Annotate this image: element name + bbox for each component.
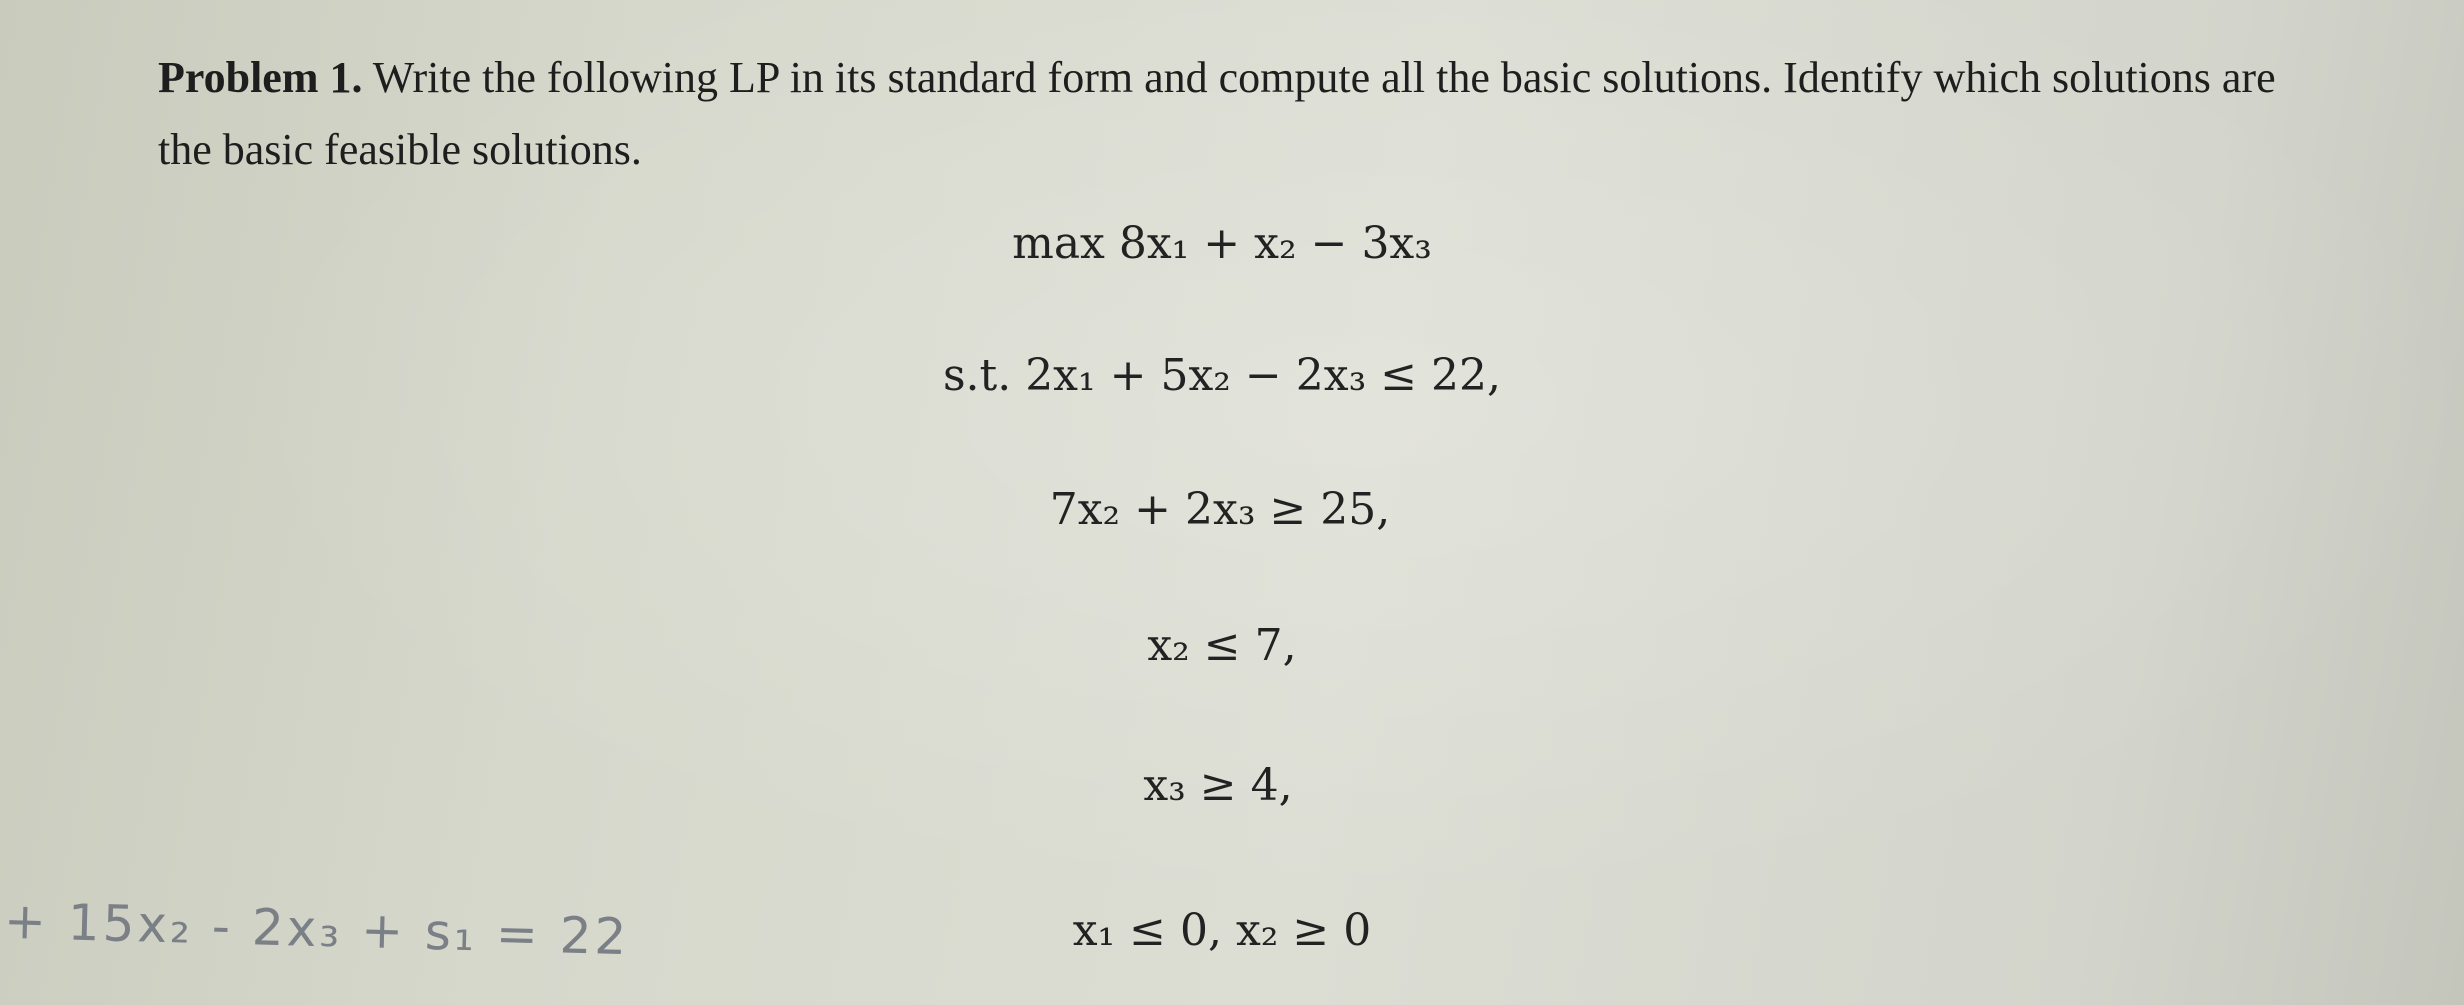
problem-label: Problem 1. xyxy=(158,53,363,102)
constraint-5: x₁ ≤ 0, x₂ ≥ 0 xyxy=(1072,905,1372,956)
handwritten-note: + 15x₂ - 2x₃ + s₁ = 22 xyxy=(3,891,631,967)
constraint-1: s.t. 2x₁ + 5x₂ − 2x₃ ≤ 22, xyxy=(942,350,1502,401)
objective-function: max 8x₁ + x₂ − 3x₃ xyxy=(1012,218,1432,269)
constraint-2: 7x₂ + 2x₃ ≥ 25, xyxy=(1049,484,1391,535)
problem-text: Write the following LP in its standard form and compute all the basic solutions. Identify which solutions are the basic feasible solutions. xyxy=(158,53,2276,174)
problem-statement xyxy=(158,42,2308,186)
constraint-4: x₃ ≥ 4, xyxy=(1143,760,1293,811)
constraint-3: x₂ ≤ 7, xyxy=(1147,620,1297,671)
